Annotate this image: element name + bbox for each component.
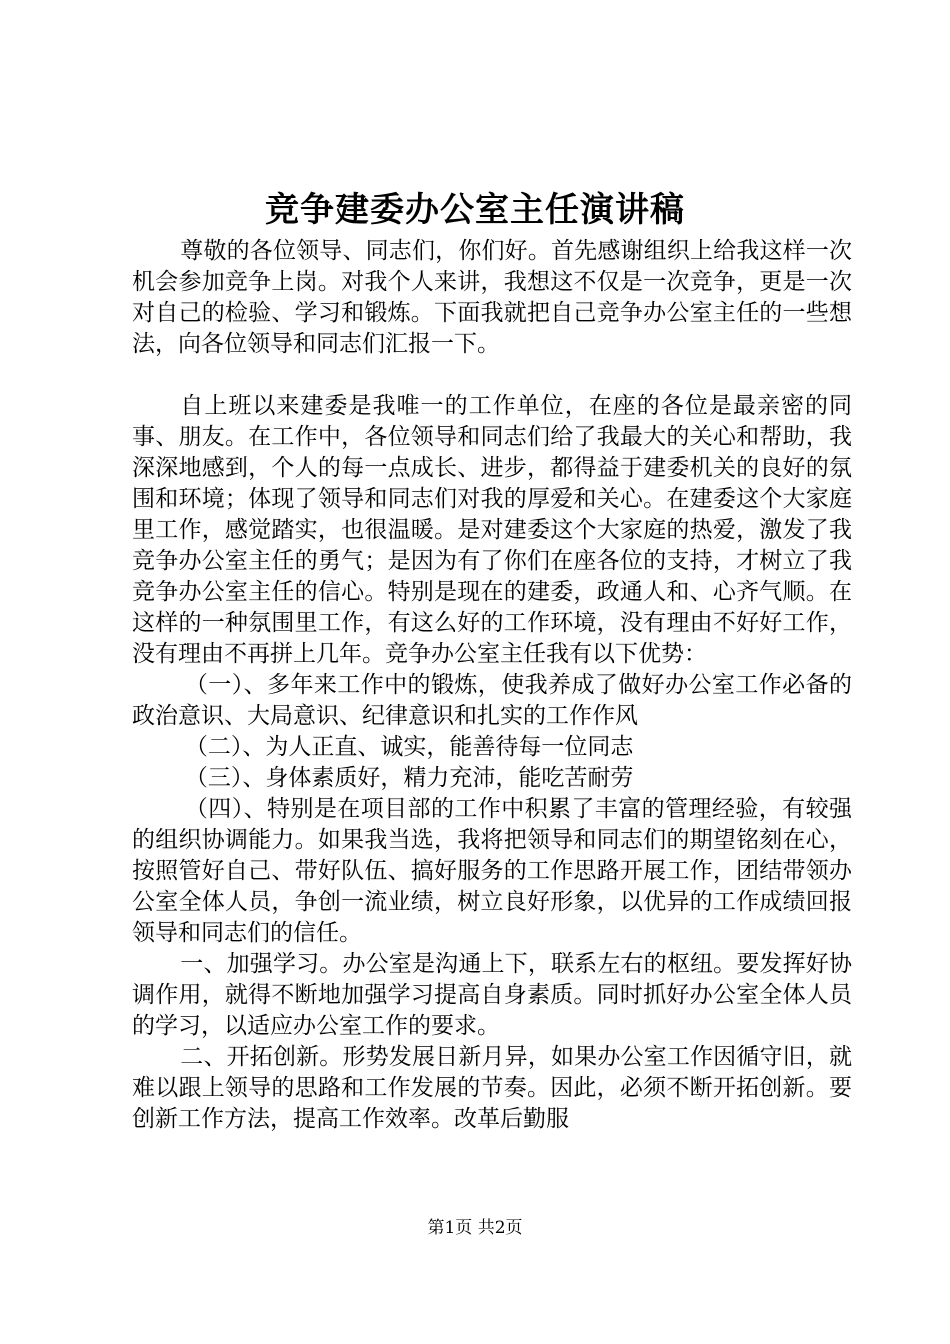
paragraph-greeting: 尊敬的各位领导、同志们，你们好。首先感谢组织上给我这样一次机会参加竞争上岗。对我个人来讲，我想这不仅是一次竞争，更是一次对自己的检验、学习和锻炼。下面我就把自己竞争办公室主任的一些想法，向各位领导和同志们汇报一下。	[132, 238, 852, 357]
paragraph-advantage-3: （三）、身体素质好，精力充沛，能吃苦耐劳	[184, 765, 634, 791]
paragraph-background: 自上班以来建委是我唯一的工作单位，在座的各位是最亲密的同事、朋友。在工作中，各位领导和同志们给了我最大的关心和帮助，我深深地感到，个人的每一点成长、进步，都得益于建委机关的良好的氛围和环境；体现了领导和同志们对我的厚爱和关心。在建委这个大家庭里工作，感觉踏实，也很温暖。是对建委这个大家庭的热爱，激发了我竞争办公室主任的勇气；是因为有了你们在座各位的支持，才树立了我竞争办公室主任的信心。特别是现在的建委，政通人和、心齐气顺。在这样的一种氛围里工作，有这么好的工作环境，没有理由不好好工作，没有理由不再拼上几年。竞争办公室主任我有以下优势：	[132, 393, 852, 667]
document-title: 竞争建委办公室主任演讲稿	[265, 190, 685, 230]
paragraph-advantage-2: （二）、为人正直、诚实，能善待每一位同志	[184, 734, 634, 760]
document-body	[132, 236, 852, 1135]
paragraph-advantage-4: （四）、特别是在项目部的工作中积累了丰富的管理经验，有较强的组织协调能力。如果我当选，我将把领导和同志们的期望铭刻在心，按照管好自己、带好队伍、搞好服务的工作思路开展工作，团结带领办公室全体人员，争创一流业绩，树立良好形象，以优异的工作成绩回报领导和同志们的信任。	[132, 796, 852, 946]
page-number-footer: 第1页 共2页	[427, 1218, 523, 1238]
paragraph-plan-2: 二、开拓创新。形势发展日新月异，如果办公室工作因循守旧，就难以跟上领导的思路和工作发展的节奏。因此，必须不断开拓创新。要创新工作方法，提高工作效率。改革后勤服	[132, 1044, 852, 1132]
paragraph-advantage-1: （一）、多年来工作中的锻炼，使我养成了做好办公室工作必备的政治意识、大局意识、纪律意识和扎实的工作作风	[132, 672, 852, 729]
paragraph-plan-1: 一、加强学习。办公室是沟通上下，联系左右的枢纽。要发挥好协调作用，就得不断地加强学习提高自身素质。同时抓好办公室全体人员的学习，以适应办公室工作的要求。	[132, 951, 852, 1039]
